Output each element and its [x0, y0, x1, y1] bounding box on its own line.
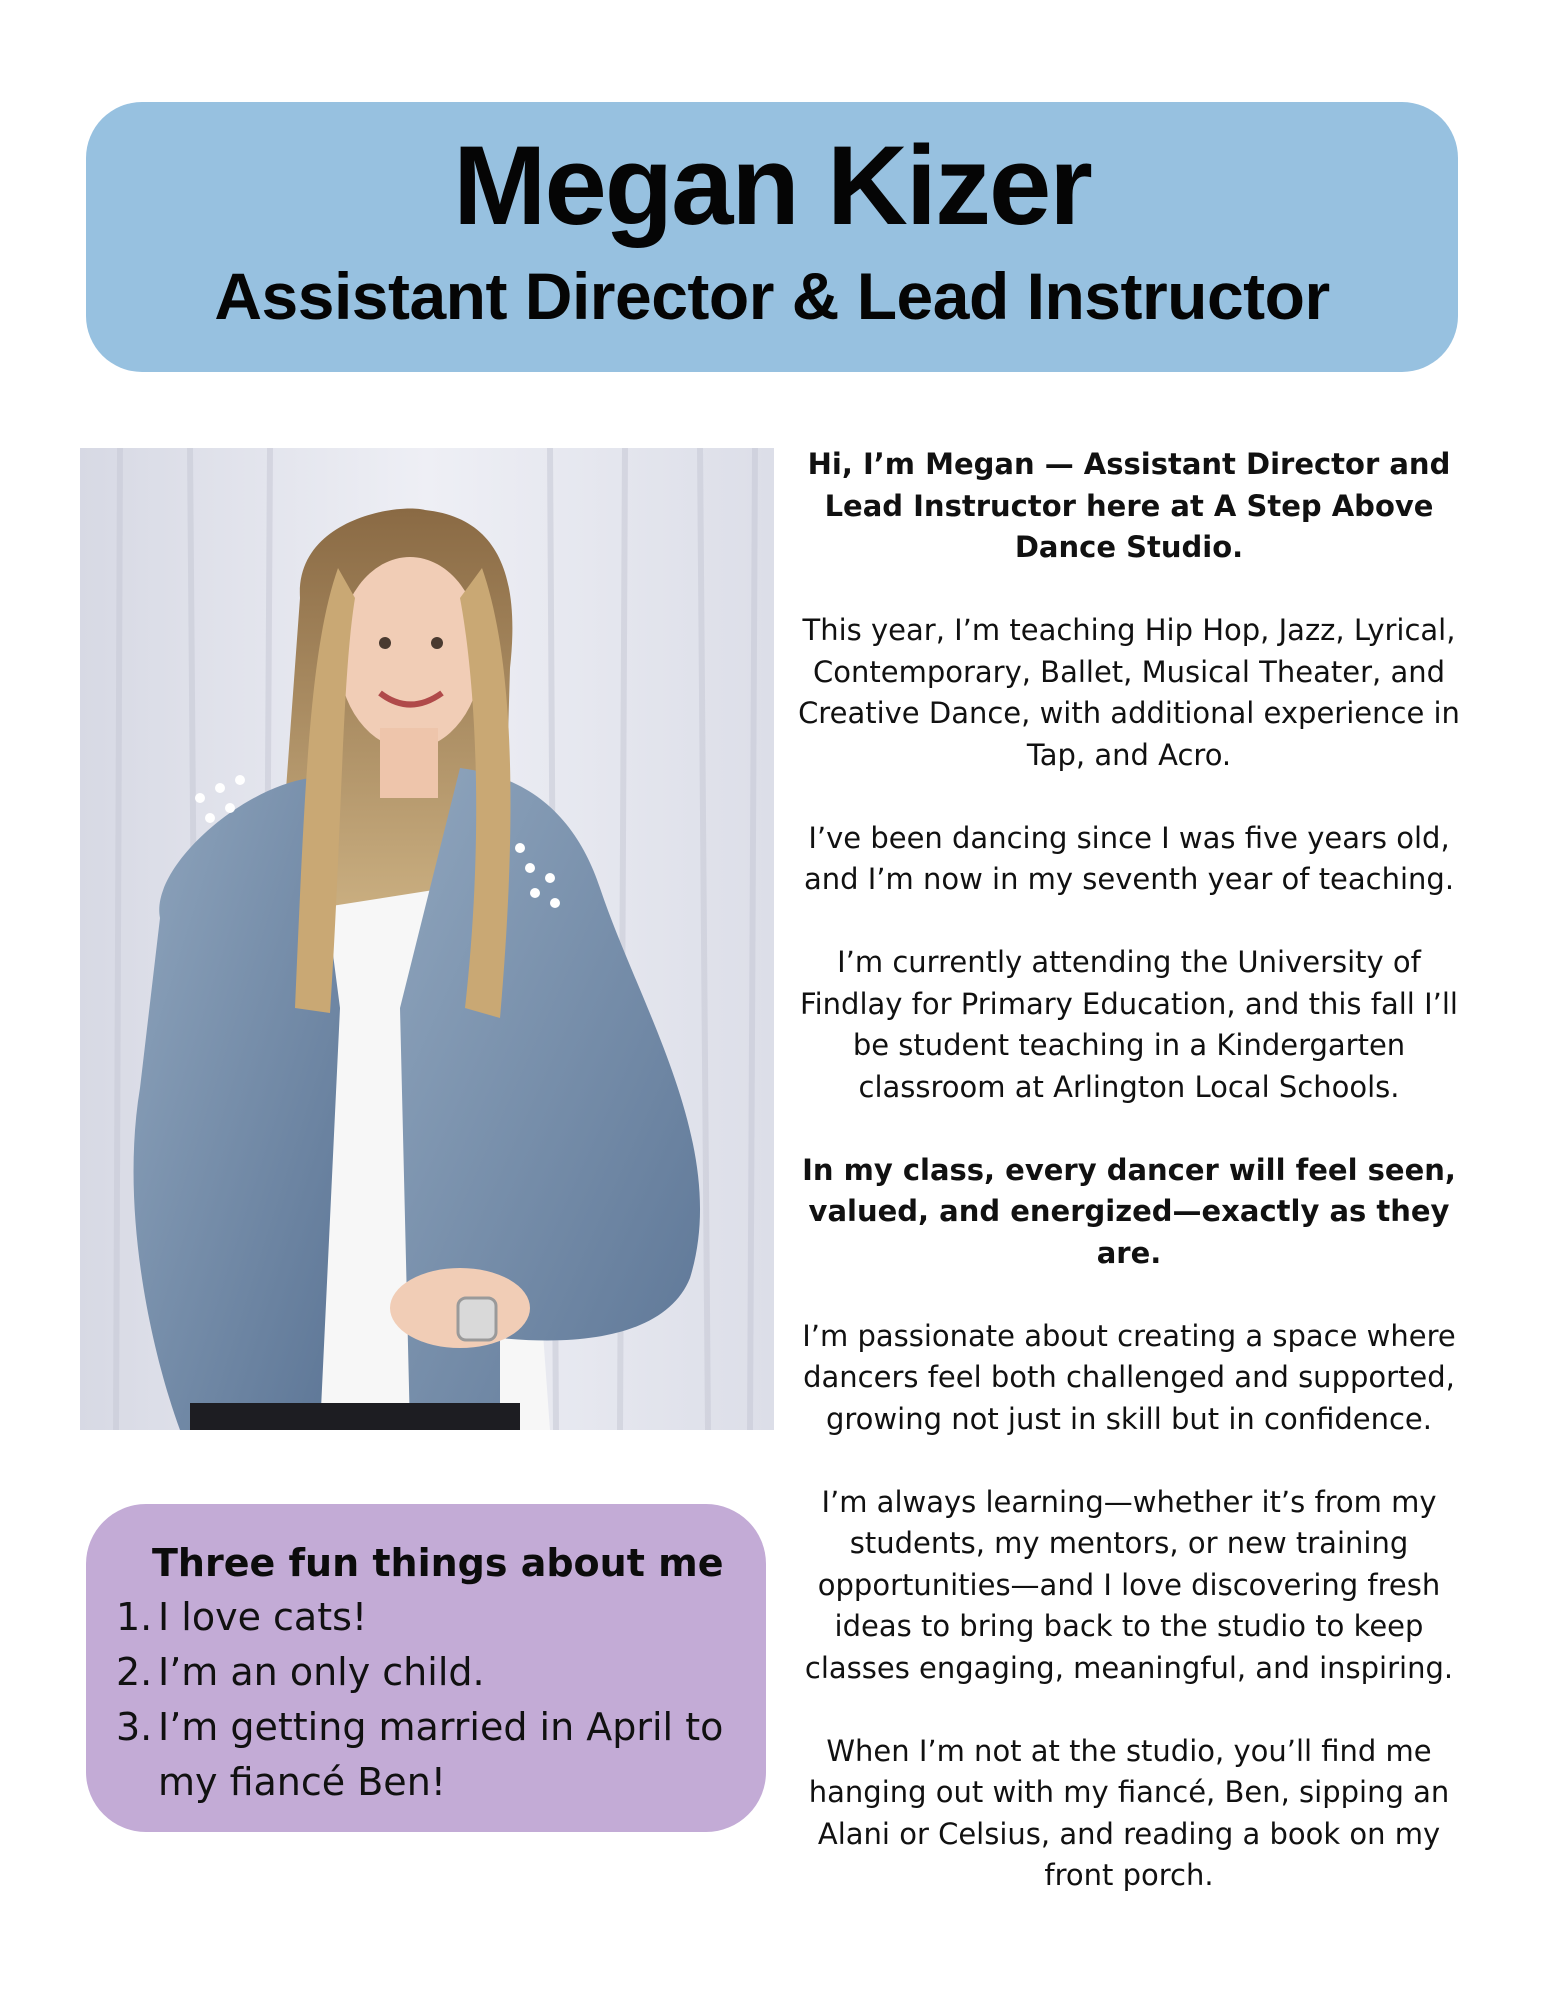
list-item — [116, 1700, 746, 1810]
bio-personal: When I’m not at the studio, you’ll find me hanging out with my fiancé, Ben, sipping an Alani or Celsius, and reading a book on my front porch. — [808, 1733, 1450, 1892]
bio-column — [794, 444, 1464, 1938]
fun-facts-list — [116, 1590, 746, 1810]
bio-education: I’m currently attending the University of Findlay for Primary Education, and this fall I’ll be student teaching in a Kindergarten classroom at Arlington Local Schools. — [800, 945, 1458, 1104]
fun-facts-title: Three fun things about me — [152, 1541, 724, 1585]
job-title: Assistant Director & Lead Instructor — [214, 259, 1330, 333]
bio-passion: I’m passionate about creating a space where dancers feel both challenged and supported, growing not just in skill but in confidence. — [802, 1318, 1456, 1436]
bio-dancing: I’ve been dancing since I was five years old, and I’m now in my seventh year of teaching. — [803, 820, 1455, 896]
bio-learning: I’m always learning—whether it’s from my students, my mentors, or new training opportunities—and I love discovering fresh ideas to bring back to the studio to keep classes engaging, meaningful, and inspiring. — [804, 1484, 1454, 1685]
bio-teaching: This year, I’m teaching Hip Hop, Jazz, Lyrical, Contemporary, Ballet, Musical Theater, and Creative Dance, with additional experience in Tap, and Acro. — [798, 613, 1460, 772]
list-item-text: I’m getting married in April to my fiancé Ben! — [158, 1705, 724, 1804]
list-item-number: 2. — [116, 1650, 153, 1694]
bio-intro: Hi, I’m Megan — Assistant Director and Lead Instructor here at A Step Above Dance Studio. — [807, 447, 1451, 564]
list-item-text: I’m an only child. — [158, 1650, 485, 1694]
list-item — [116, 1645, 746, 1700]
portrait-photo-icon — [80, 448, 774, 1430]
page-title: Megan Kizer — [453, 123, 1091, 248]
fun-facts-box — [86, 1504, 766, 1832]
portrait-photo — [80, 448, 774, 1430]
list-item-number: 1. — [116, 1595, 153, 1639]
list-item-text: I love cats! — [158, 1595, 368, 1639]
list-item — [116, 1590, 746, 1645]
header-banner — [86, 102, 1458, 372]
list-item-number: 3. — [116, 1705, 153, 1749]
bio-promise: In my class, every dancer will feel seen, valued, and energized—exactly as they are. — [802, 1152, 1456, 1270]
